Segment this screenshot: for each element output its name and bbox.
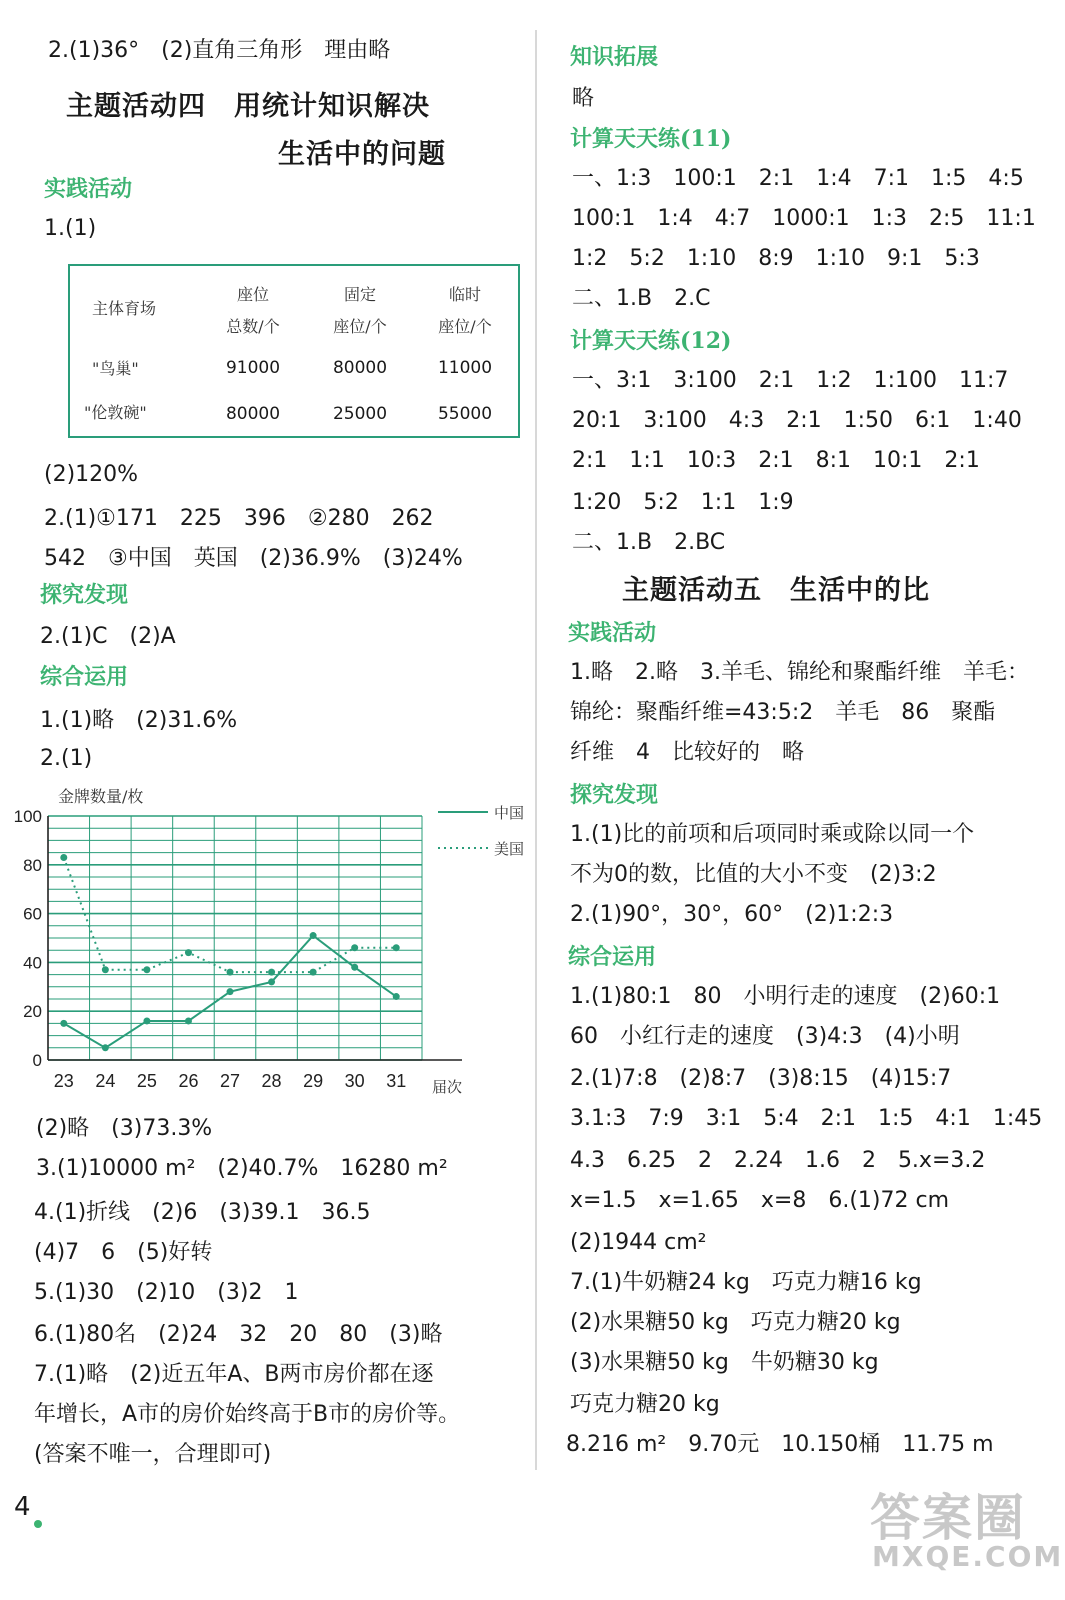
section-title-cont: 生活中的问题 [278,139,446,170]
section-title: 主题活动四 用统计知识解决 [66,91,430,122]
answer-line: 年增长，A市的房价始终高于B市的房价等。 [34,1402,461,1427]
answer-line: 1:20 5:2 1:1 1:9 [572,490,794,515]
data-point [227,969,234,976]
answer-line: 1.略 2.略 3.羊毛、锦纶和聚酯纤维 羊毛： [570,660,1029,685]
answer-line: (4)7 6 (5)好转 [34,1240,213,1265]
answer-line: 二、1.B 2.BC [572,530,726,555]
table-cell: 25000 [332,404,388,424]
answer-line: (2)略 (3)73.3% [36,1116,213,1141]
table-header: 座位/个 [438,317,492,336]
subsection-heading: 综合运用 [40,664,129,690]
answer-line: 5.(1)30 (2)10 (3)2 1 [34,1280,299,1305]
y-tick-label: 80 [23,855,42,875]
answer-line: 7.(1)牛奶糖24 kg 巧克力糖16 kg [570,1270,922,1295]
table-cell: "伦敦碗" [84,403,147,422]
answer-line: 60 小红行走的速度 (3)4:3 (4)小明 [570,1024,960,1049]
table-header: 总数/个 [226,317,280,336]
answer-line: 2:1 1:1 10:3 2:1 8:1 10:1 2:1 [572,448,980,473]
subsection-heading: 实践活动 [44,176,133,202]
x-tick-label: 31 [386,1071,407,1091]
stadium-table [68,264,520,438]
answer-line: (答案不唯一，合理即可) [34,1442,272,1467]
watermark-logo: 答案圈 [870,1489,1026,1547]
answer-line: 6.(1)80名 (2)24 32 20 80 (3)略 [34,1322,443,1347]
answer-line: (3)水果糖50 kg 牛奶糖30 kg [570,1350,879,1375]
answer-line: 1.(1)略 (2)31.6% [40,708,238,733]
subsection-heading: 实践活动 [568,620,657,646]
series-line-1 [64,857,396,972]
table-header: 临时 [448,285,481,304]
x-tick-label: 28 [261,1071,282,1091]
answer-line: 纤维 4 比较好的 略 [570,740,804,765]
table-cell: 91000 [225,358,281,378]
answer-line: 2.(1)①171 225 396 ②280 262 [44,506,434,531]
legend-label: 美国 [494,840,525,858]
table-header: 固定 [343,285,376,304]
answer-line: 4.(1)折线 (2)6 (3)39.1 36.5 [34,1200,371,1225]
table-header: 座位/个 [333,317,387,336]
data-point [227,988,234,995]
y-axis-label: 金牌数量/枚 [58,787,144,806]
subsection-heading: 知识拓展 [570,44,659,70]
x-tick-label: 30 [344,1071,365,1091]
data-point [268,969,275,976]
data-point [143,966,150,973]
answer-line: 2.(1)7:8 (2)8:7 (3)8:15 (4)15:7 [570,1066,952,1091]
data-point [393,993,400,1000]
gold-medal-line-chart [0,780,530,1100]
answer-line: 巧克力糖20 kg [570,1392,720,1417]
table-cell: 55000 [437,404,493,424]
x-tick-label: 27 [219,1071,241,1091]
page-dot [34,1520,42,1528]
data-point [310,932,317,939]
answer-line: 20:1 3:100 4:3 2:1 1:50 6:1 1:40 [572,408,1022,433]
answer-line: 1.(1)80:1 80 小明行走的速度 (2)60:1 [570,984,1001,1009]
answer-line: 3.(1)10000 m² (2)40.7% 16280 m² [36,1156,448,1181]
data-point [60,1020,67,1027]
answer-line: (2)1944 cm² [570,1230,707,1255]
table-cell: 80000 [332,358,388,378]
data-point [185,1017,192,1024]
y-tick-label: 60 [23,904,42,924]
watermark-url: MXQE.COM [872,1540,1064,1573]
y-tick-label: 0 [32,1051,42,1070]
answer-line: 锦纶：聚酯纤维=43:5:2 羊毛 86 聚酯 [570,700,996,725]
data-point [143,1017,150,1024]
subsection-heading: 计算天天练(11) [570,126,732,152]
y-tick-label: 20 [23,1002,42,1022]
table-header: 座位 [236,285,269,304]
section-title: 主题活动五 生活中的比 [622,575,930,606]
answer-line: 2.(1)C (2)A [40,624,176,649]
answer-line: 2.(1)36° (2)直角三角形 理由略 [48,38,391,63]
y-tick-label: 100 [13,807,42,826]
answer-line: 一、1:3 100:1 2:1 1:4 7:1 1:5 4:5 [572,166,1024,191]
data-point [185,949,192,956]
answer-line: (2)水果糖50 kg 巧克力糖20 kg [570,1310,901,1335]
data-point [102,1044,109,1051]
answer-line: 不为0的数，比值的大小不变 (2)3:2 [570,862,937,887]
data-point [268,978,275,985]
table-cell: "鸟巢" [92,359,139,378]
answer-line: 1.(1)比的前项和后项同时乘或除以同一个 [570,822,975,847]
x-tick-label: 25 [136,1071,157,1091]
subsection-heading: 计算天天练(12) [570,328,732,354]
x-tick-label: 26 [178,1071,199,1091]
answer-line: 100:1 1:4 4:7 1000:1 1:3 2:5 11:1 [572,206,1036,231]
answer-line: 一、3:1 3:100 2:1 1:2 1:100 11:7 [572,368,1009,393]
answer-line: 略 [572,86,595,111]
page-number: 4 [14,1492,31,1522]
answer-line: 542 ③中国 英国 (2)36.9% (3)24% [44,546,463,571]
subsection-heading: 探究发现 [570,782,659,808]
table-header: 主体育场 [92,299,157,318]
data-point [102,966,109,973]
answer-line: x=1.5 x=1.65 x=8 6.(1)72 cm [570,1188,949,1213]
answer-line: 二、1.B 2.C [572,286,711,311]
x-tick-label: 24 [95,1071,116,1091]
data-point [351,944,358,951]
table-cell: 11000 [437,358,493,378]
answer-line: 1.(1) [44,216,97,241]
subsection-heading: 综合运用 [568,944,657,970]
x-axis-label: 届次 [432,1078,463,1096]
data-point [393,944,400,951]
data-point [351,964,358,971]
x-tick-label: 29 [303,1071,324,1091]
answer-line: 2.(1) [40,746,93,771]
answer-line: 4.3 6.25 2 2.24 1.6 2 5.x=3.2 [570,1148,986,1173]
data-point [60,854,67,861]
answer-line: (2)120% [44,462,139,487]
answer-line: 7.(1)略 (2)近五年A、B两市房价都在逐 [34,1362,434,1387]
table-cell: 80000 [225,404,281,424]
answer-line: 2.(1)90°，30°，60° (2)1:2:3 [570,902,894,927]
column-divider [535,30,537,1470]
subsection-heading: 探究发现 [40,582,129,608]
y-tick-label: 40 [23,953,42,973]
legend-label: 中国 [494,804,525,822]
answer-line: 1:2 5:2 1:10 8:9 1:10 9:1 5:3 [572,246,980,271]
data-point [310,969,317,976]
answer-line: 8.216 m² 9.70元 10.150桶 11.75 m [566,1432,994,1457]
answer-line: 3.1:3 7:9 3:1 5:4 2:1 1:5 4:1 1:45 [570,1106,1043,1131]
x-tick-label: 23 [53,1071,74,1091]
